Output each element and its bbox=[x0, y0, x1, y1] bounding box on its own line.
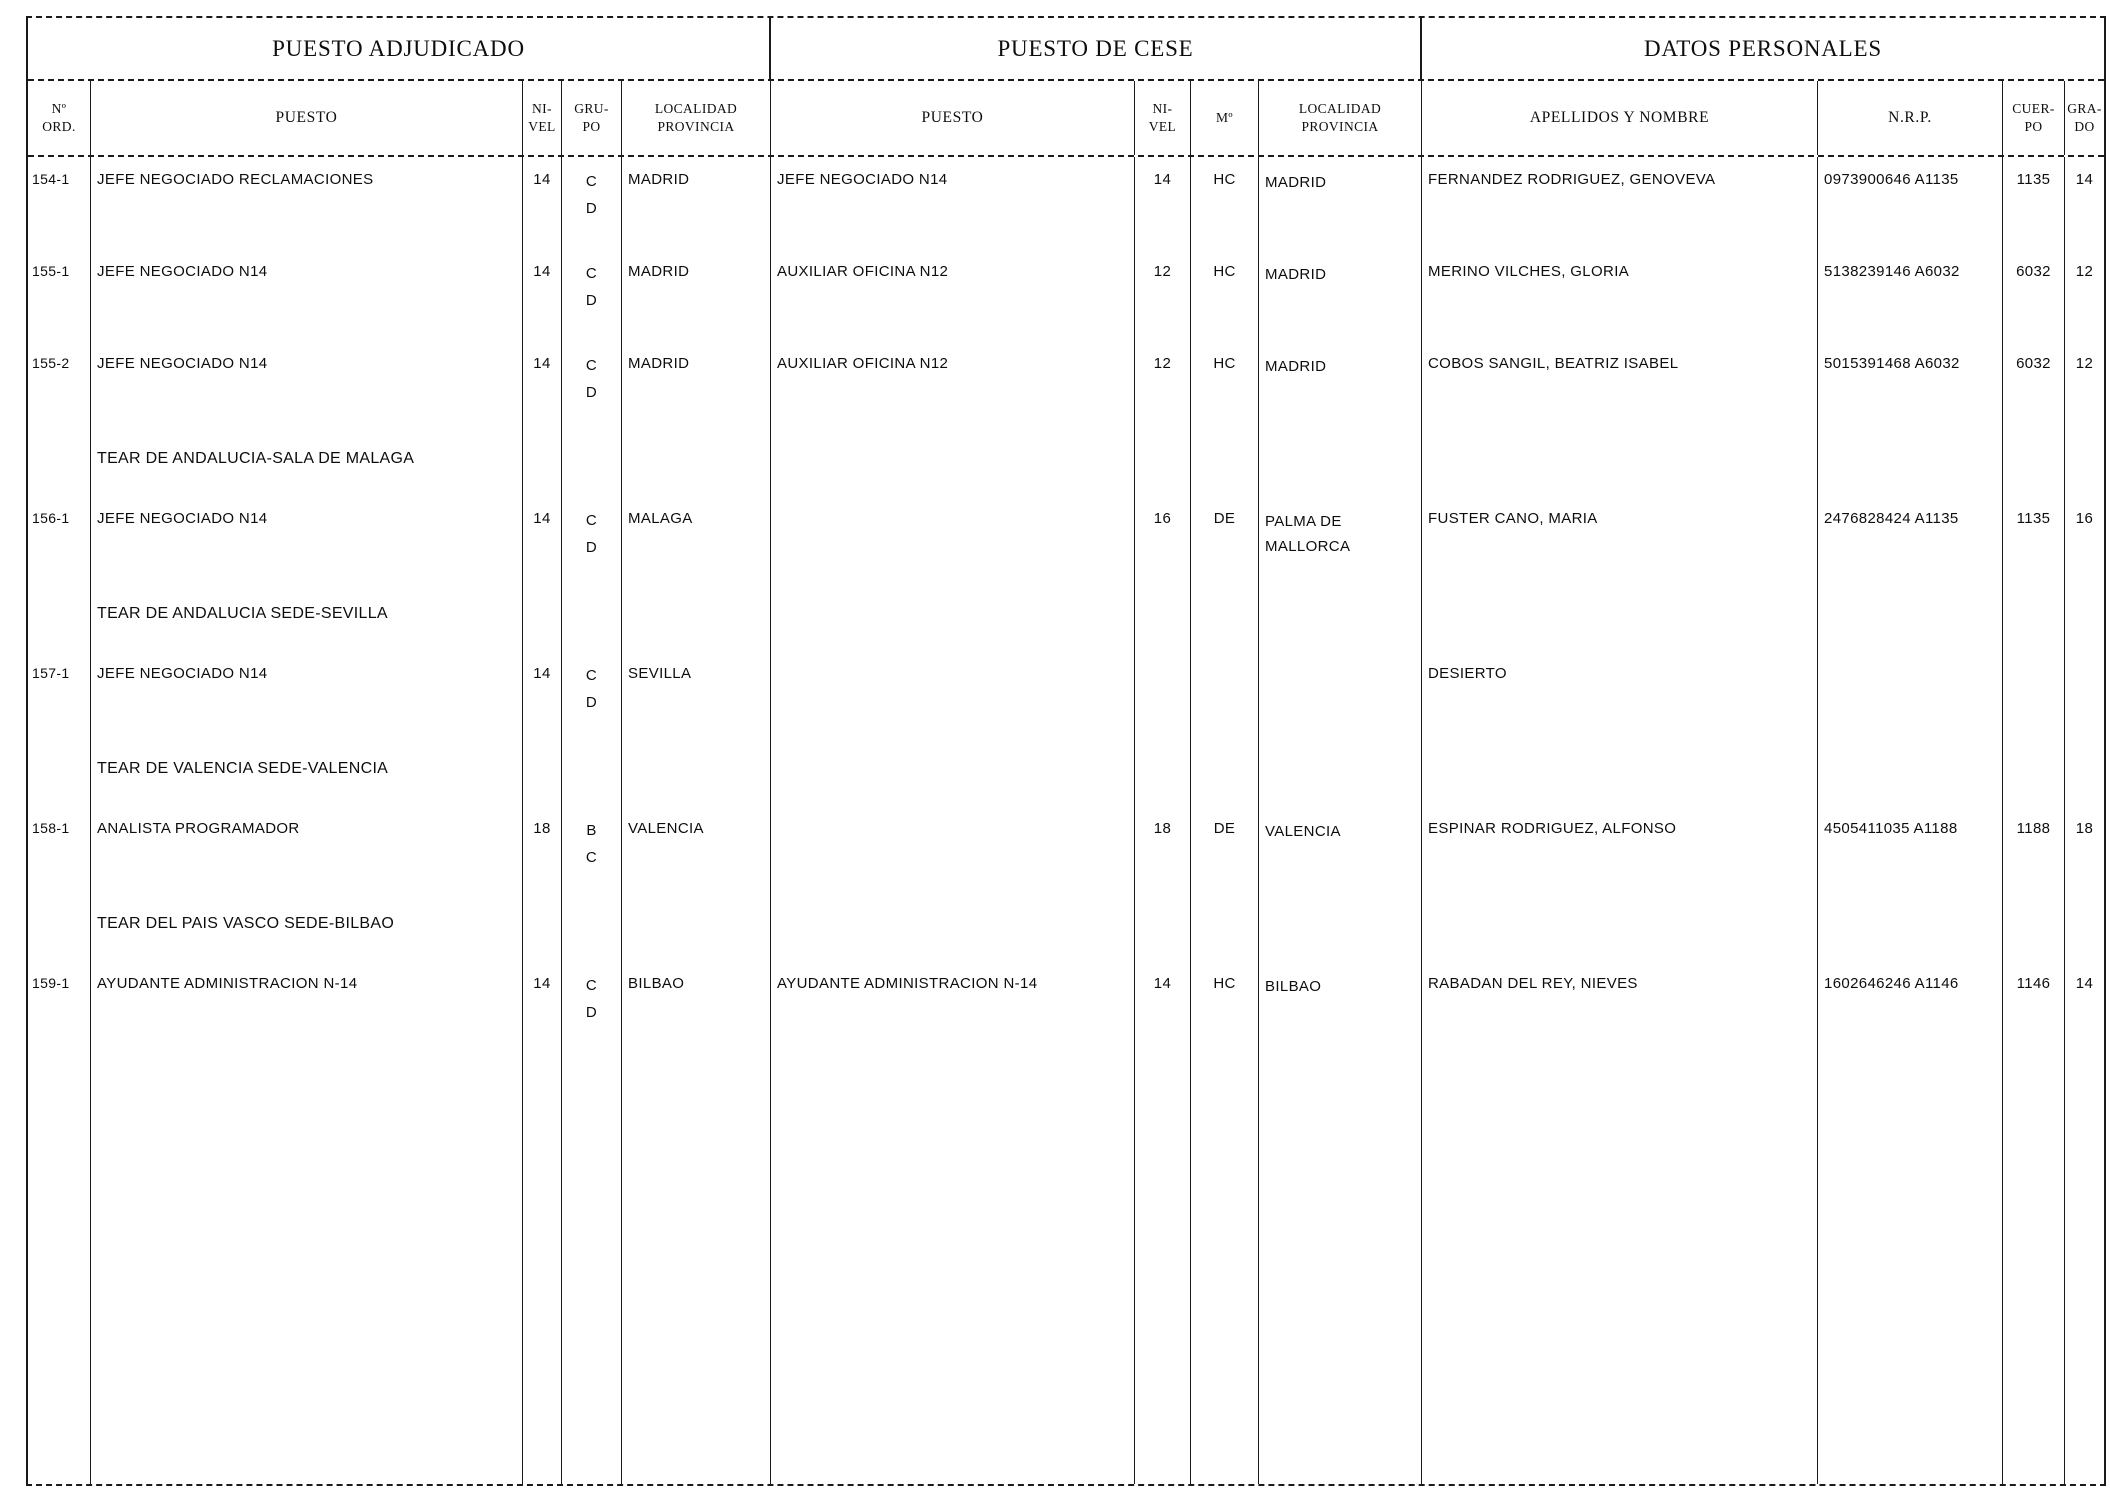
cell-empty bbox=[1818, 898, 2003, 961]
cell-empty bbox=[771, 1053, 1135, 1484]
group-header-puesto-de-cese: PUESTO DE CESE bbox=[771, 18, 1422, 79]
cell-num-orden: 154-1 bbox=[28, 157, 91, 249]
cell-ministerio: HC bbox=[1191, 157, 1259, 249]
col-header-num-orden bbox=[28, 81, 91, 155]
cell-empty bbox=[28, 1053, 91, 1484]
cell-localidad-cese: MADRID bbox=[1259, 341, 1422, 433]
cell-cuerpo: 1146 bbox=[2003, 961, 2065, 1053]
section-row bbox=[28, 433, 2104, 496]
cell-num-orden: 158-1 bbox=[28, 806, 91, 898]
cell-empty bbox=[771, 743, 1135, 806]
cell-grupo bbox=[562, 961, 622, 1053]
cell-nrp: 2476828424 A1135 bbox=[1818, 496, 2003, 588]
cell-grupo bbox=[562, 651, 622, 743]
cell-apellidos-nombre: COBOS SANGIL, BEATRIZ ISABEL bbox=[1422, 341, 1818, 433]
cell-grupo bbox=[562, 249, 622, 341]
cell-empty bbox=[771, 588, 1135, 651]
cell-empty bbox=[2003, 898, 2065, 961]
cell-puesto-adjudicado: ANALISTA PROGRAMADOR bbox=[91, 806, 523, 898]
col-header-cuerpo bbox=[2003, 81, 2065, 155]
cell-empty bbox=[1135, 743, 1191, 806]
cell-empty bbox=[2065, 1053, 2104, 1484]
cell-empty bbox=[771, 898, 1135, 961]
cell-grado: 14 bbox=[2075, 171, 2094, 188]
hdr-line: N.R.P. bbox=[1888, 108, 1932, 126]
cell-empty bbox=[622, 743, 771, 806]
cell-empty bbox=[622, 1053, 771, 1484]
cell-num-orden: 155-1 bbox=[28, 249, 91, 341]
cell-nivel-cese: 12 bbox=[1135, 341, 1191, 433]
hdr-line: Mº bbox=[1216, 109, 1233, 125]
col-header-grado bbox=[2065, 81, 2104, 155]
cell-puesto-cese: AUXILIAR OFICINA N12 bbox=[771, 249, 1135, 341]
cell-empty bbox=[523, 898, 562, 961]
cell-grado: 16 bbox=[2075, 510, 2094, 527]
cell-empty bbox=[1818, 743, 2003, 806]
hdr-line: DO bbox=[2074, 119, 2095, 134]
col-header-grupo bbox=[562, 81, 622, 155]
cell-apellidos-nombre: DESIERTO bbox=[1422, 651, 1818, 743]
cell-grado: 12 bbox=[2075, 263, 2094, 280]
section-row bbox=[28, 743, 2104, 806]
cell-empty bbox=[2003, 588, 2065, 651]
cell-localidad-adjudicado: MADRID bbox=[622, 249, 771, 341]
cell-empty bbox=[1422, 588, 1818, 651]
cell-localidad-adjudicado: BILBAO bbox=[622, 961, 771, 1053]
grupo-line: B bbox=[586, 822, 597, 839]
cell-nrp: 1602646246 A1146 bbox=[1818, 961, 2003, 1053]
column-header-row bbox=[28, 81, 2104, 157]
cell-puesto-adjudicado: JEFE NEGOCIADO N14 bbox=[91, 249, 523, 341]
section-label: TEAR DE VALENCIA SEDE-VALENCIA bbox=[91, 743, 523, 806]
grupo-line: D bbox=[585, 539, 598, 556]
table-row bbox=[28, 806, 2104, 898]
cell-puesto-cese bbox=[771, 651, 1135, 743]
cell-empty bbox=[1259, 433, 1422, 496]
cell-empty bbox=[1259, 743, 1422, 806]
cell-empty bbox=[2003, 1053, 2065, 1484]
cell-puesto-adjudicado: AYUDANTE ADMINISTRACION N-14 bbox=[91, 961, 523, 1053]
cell-empty bbox=[1191, 433, 1259, 496]
cell-empty bbox=[1422, 743, 1818, 806]
hdr-line: LOCALIDAD bbox=[1298, 100, 1382, 116]
cell-num-orden: 156-1 bbox=[28, 496, 91, 588]
cell-empty bbox=[523, 743, 562, 806]
col-header-puesto-cese bbox=[771, 81, 1135, 155]
cell-apellidos-nombre: RABADAN DEL REY, NIEVES bbox=[1422, 961, 1818, 1053]
cell-ministerio: HC bbox=[1191, 961, 1259, 1053]
table-row bbox=[28, 651, 2104, 743]
cell-empty bbox=[1818, 433, 2003, 496]
appointments-table bbox=[26, 16, 2106, 1486]
cell-localidad-adjudicado: MADRID bbox=[622, 157, 771, 249]
cell-cuerpo bbox=[2003, 651, 2065, 743]
table-row bbox=[28, 249, 2104, 341]
cell-empty bbox=[523, 588, 562, 651]
cell-localidad-cese bbox=[1259, 651, 1422, 743]
cell-num-orden: 157-1 bbox=[28, 651, 91, 743]
cell-puesto-adjudicado: JEFE NEGOCIADO N14 bbox=[91, 341, 523, 433]
cell-apellidos-nombre: MERINO VILCHES, GLORIA bbox=[1422, 249, 1818, 341]
cell-num-orden: 155-2 bbox=[28, 341, 91, 433]
cell-cuerpo: 6032 bbox=[2003, 341, 2065, 433]
cell-empty bbox=[1135, 433, 1191, 496]
cell-empty bbox=[1135, 1053, 1191, 1484]
grupo-line: C bbox=[585, 977, 598, 994]
cell-localidad-adjudicado: MALAGA bbox=[622, 496, 771, 588]
cell-puesto-cese bbox=[771, 496, 1135, 588]
cell-empty bbox=[562, 743, 622, 806]
cell-empty bbox=[562, 1053, 622, 1484]
cell-grado bbox=[2065, 651, 2104, 743]
table-row bbox=[28, 496, 2104, 588]
cell-empty bbox=[2065, 743, 2104, 806]
cell-grado: 18 bbox=[2075, 820, 2094, 837]
cell-cuerpo: 1135 bbox=[2003, 157, 2065, 249]
cell-nivel-adjudicado: 14 bbox=[523, 961, 562, 1053]
cell-nivel-adjudicado: 14 bbox=[523, 249, 562, 341]
hdr-line: PO bbox=[2024, 119, 2043, 134]
hdr-line: Nº bbox=[51, 100, 67, 116]
cell-apellidos-nombre: ESPINAR RODRIGUEZ, ALFONSO bbox=[1422, 806, 1818, 898]
cell-nivel-cese: 14 bbox=[1135, 961, 1191, 1053]
col-header-nivel-cese bbox=[1135, 81, 1191, 155]
cell-empty bbox=[28, 433, 91, 496]
cell-localidad-cese: PALMA DE MALLORCA bbox=[1259, 496, 1422, 588]
cell-ministerio: DE bbox=[1191, 496, 1259, 588]
cell-localidad-cese: VALENCIA bbox=[1259, 806, 1422, 898]
cell-puesto-cese bbox=[771, 806, 1135, 898]
cell-cuerpo: 1135 bbox=[2003, 496, 2065, 588]
group-header-row bbox=[28, 18, 2104, 81]
grupo-line: D bbox=[585, 384, 598, 401]
cell-ministerio: DE bbox=[1191, 806, 1259, 898]
cell-localidad-adjudicado: MADRID bbox=[622, 341, 771, 433]
cell-empty bbox=[1259, 898, 1422, 961]
cell-empty bbox=[2065, 898, 2104, 961]
cell-empty bbox=[523, 1053, 562, 1484]
col-header-nrp bbox=[1818, 81, 2003, 155]
cell-ministerio bbox=[1191, 651, 1259, 743]
cell-empty bbox=[1818, 588, 2003, 651]
cell-nrp: 4505411035 A1188 bbox=[1818, 806, 2003, 898]
hdr-line: VEL bbox=[528, 119, 556, 134]
grupo-line: D bbox=[585, 694, 598, 711]
cell-empty bbox=[28, 588, 91, 651]
grupo-line: D bbox=[585, 200, 598, 217]
hdr-line: APELLIDOS Y NOMBRE bbox=[1529, 108, 1710, 126]
cell-empty bbox=[562, 898, 622, 961]
cell-puesto-cese: JEFE NEGOCIADO N14 bbox=[771, 157, 1135, 249]
cell-nivel-cese: 18 bbox=[1135, 806, 1191, 898]
section-label: TEAR DE ANDALUCIA-SALA DE MALAGA bbox=[91, 433, 523, 496]
hdr-line: PO bbox=[582, 119, 601, 134]
grupo-line: C bbox=[585, 173, 598, 190]
cell-num-orden: 159-1 bbox=[28, 961, 91, 1053]
cell-nrp bbox=[1818, 651, 2003, 743]
cell-empty bbox=[91, 1053, 523, 1484]
cell-empty bbox=[523, 433, 562, 496]
col-header-apellidos-nombre bbox=[1422, 81, 1818, 155]
cell-empty bbox=[2065, 433, 2104, 496]
hdr-line: LOCALIDAD bbox=[654, 100, 738, 116]
cell-empty bbox=[622, 898, 771, 961]
cell-empty bbox=[1191, 1053, 1259, 1484]
hdr-line: GRA- bbox=[2067, 100, 2102, 116]
cell-nivel-cese: 14 bbox=[1135, 157, 1191, 249]
hdr-line: PUESTO bbox=[921, 108, 984, 126]
cell-empty bbox=[771, 433, 1135, 496]
grupo-line: C bbox=[585, 357, 598, 374]
cell-apellidos-nombre: FERNANDEZ RODRIGUEZ, GENOVEVA bbox=[1422, 157, 1818, 249]
hdr-line: PUESTO bbox=[275, 108, 338, 126]
cell-localidad-cese: BILBAO bbox=[1259, 961, 1422, 1053]
cell-empty bbox=[1135, 898, 1191, 961]
cell-empty bbox=[1135, 588, 1191, 651]
table-row bbox=[28, 961, 2104, 1053]
cell-localidad-adjudicado: VALENCIA bbox=[622, 806, 771, 898]
section-label: TEAR DEL PAIS VASCO SEDE-BILBAO bbox=[91, 898, 523, 961]
cell-empty bbox=[2065, 588, 2104, 651]
cell-nivel-cese bbox=[1135, 651, 1191, 743]
cell-puesto-cese: AUXILIAR OFICINA N12 bbox=[771, 341, 1135, 433]
cell-grado: 12 bbox=[2075, 355, 2094, 372]
grupo-line: D bbox=[585, 292, 598, 309]
cell-nivel-adjudicado: 14 bbox=[523, 341, 562, 433]
grupo-line: D bbox=[585, 1004, 598, 1021]
col-header-puesto-adjudicado bbox=[91, 81, 523, 155]
cell-empty bbox=[2003, 743, 2065, 806]
cell-empty bbox=[2003, 433, 2065, 496]
section-row bbox=[28, 898, 2104, 961]
table-row bbox=[28, 341, 2104, 433]
cell-empty bbox=[1259, 588, 1422, 651]
cell-empty bbox=[1422, 898, 1818, 961]
cell-empty bbox=[28, 743, 91, 806]
cell-empty bbox=[28, 898, 91, 961]
cell-apellidos-nombre: FUSTER CANO, MARIA bbox=[1422, 496, 1818, 588]
section-label: TEAR DE ANDALUCIA SEDE-SEVILLA bbox=[91, 588, 523, 651]
cell-empty bbox=[1259, 1053, 1422, 1484]
grupo-line: C bbox=[585, 265, 598, 282]
cell-empty bbox=[1191, 898, 1259, 961]
hdr-line: VEL bbox=[1148, 119, 1177, 134]
cell-empty bbox=[1191, 743, 1259, 806]
cell-puesto-adjudicado: JEFE NEGOCIADO N14 bbox=[91, 496, 523, 588]
cell-empty bbox=[562, 588, 622, 651]
cell-nivel-adjudicado: 14 bbox=[523, 157, 562, 249]
hdr-line: NI- bbox=[532, 100, 552, 116]
cell-ministerio: HC bbox=[1191, 341, 1259, 433]
hdr-line: CUER- bbox=[2012, 100, 2055, 116]
table-filler-row bbox=[28, 1053, 2104, 1484]
cell-cuerpo: 6032 bbox=[2003, 249, 2065, 341]
col-header-ministerio bbox=[1191, 81, 1259, 155]
group-header-datos-personales: DATOS PERSONALES bbox=[1644, 35, 1882, 61]
cell-nrp: 0973900646 A1135 bbox=[1818, 157, 2003, 249]
hdr-line: PROVINCIA bbox=[657, 119, 735, 134]
hdr-line: GRU- bbox=[574, 100, 609, 116]
grupo-line: C bbox=[585, 849, 598, 866]
cell-nivel-adjudicado: 18 bbox=[523, 806, 562, 898]
cell-nrp: 5015391468 A6032 bbox=[1818, 341, 2003, 433]
cell-nrp: 5138239146 A6032 bbox=[1818, 249, 2003, 341]
cell-ministerio: HC bbox=[1191, 249, 1259, 341]
section-row bbox=[28, 588, 2104, 651]
cell-nivel-adjudicado: 14 bbox=[523, 651, 562, 743]
cell-empty bbox=[622, 588, 771, 651]
table-row bbox=[28, 157, 2104, 249]
cell-puesto-adjudicado: JEFE NEGOCIADO N14 bbox=[91, 651, 523, 743]
cell-puesto-adjudicado: JEFE NEGOCIADO RECLAMACIONES bbox=[91, 157, 523, 249]
cell-nivel-cese: 12 bbox=[1135, 249, 1191, 341]
cell-puesto-cese: AYUDANTE ADMINISTRACION N-14 bbox=[771, 961, 1135, 1053]
cell-empty bbox=[1422, 433, 1818, 496]
hdr-line: NI- bbox=[1152, 100, 1173, 116]
col-header-nivel-adjudicado bbox=[523, 81, 562, 155]
cell-empty bbox=[1191, 588, 1259, 651]
cell-cuerpo: 1188 bbox=[2003, 806, 2065, 898]
cell-grupo bbox=[562, 157, 622, 249]
cell-empty bbox=[562, 433, 622, 496]
grupo-line: C bbox=[585, 512, 598, 529]
group-header-puesto-adjudicado: PUESTO ADJUDICADO bbox=[28, 18, 771, 79]
cell-localidad-cese: MADRID bbox=[1259, 157, 1422, 249]
cell-grado: 14 bbox=[2075, 975, 2094, 992]
cell-grupo bbox=[562, 806, 622, 898]
cell-localidad-adjudicado: SEVILLA bbox=[622, 651, 771, 743]
col-header-localidad-adjudicado bbox=[622, 81, 771, 155]
cell-empty bbox=[1422, 1053, 1818, 1484]
cell-nivel-adjudicado: 14 bbox=[523, 496, 562, 588]
cell-empty bbox=[622, 433, 771, 496]
hdr-line: PROVINCIA bbox=[1301, 119, 1379, 134]
table-body bbox=[28, 157, 2104, 1484]
grupo-line: C bbox=[585, 667, 598, 684]
cell-localidad-cese: MADRID bbox=[1259, 249, 1422, 341]
col-header-localidad-cese bbox=[1259, 81, 1422, 155]
cell-empty bbox=[1818, 1053, 2003, 1484]
hdr-line: ORD. bbox=[42, 119, 76, 134]
cell-grupo bbox=[562, 496, 622, 588]
cell-grupo bbox=[562, 341, 622, 433]
cell-nivel-cese: 16 bbox=[1135, 496, 1191, 588]
